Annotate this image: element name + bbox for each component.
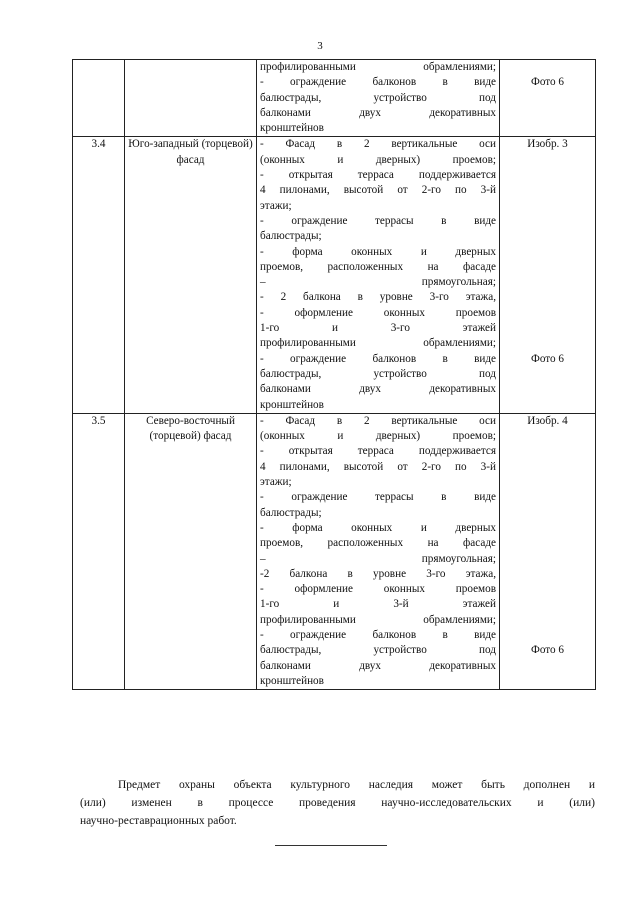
description-line: балюстрады, устройство под [260,367,496,380]
description-line: - ограждение балконов в виде [260,76,496,89]
description-line: - 2 балкона в уровне 3-го этажа, [260,291,496,304]
description-line: - оформление оконных проемов [260,583,496,596]
page-number: 3 [317,40,323,52]
description-line: профилированными обрамлениями; [260,613,496,626]
closing-line: научно-реставрационных работ. [80,815,237,827]
description-line: балконами двух декоративных [260,659,496,672]
description-line: - ограждение террасы в виде [260,214,496,227]
facade-description [257,137,500,413]
description-line: балюстрады, устройство под [260,91,496,104]
description-line: - ограждение балконов в виде [260,628,496,641]
facade-name [125,60,257,137]
description-line: профилированными обрамлениями; [260,337,496,350]
closing-paragraph [80,776,595,830]
end-divider [275,845,387,846]
description-line: -2 балкона в уровне 3-го этажа, [260,567,496,580]
description-line: этажи; [260,199,292,212]
description-line: балюстрады, устройство под [260,644,496,657]
photo-ref: Фото 6 [530,76,564,89]
description-line: 1-го и 3-й этажей [260,598,496,611]
item-number: 3.5 [73,413,125,689]
description-line: - открытая терраса поддерживается [260,445,496,458]
item-number: 3.4 [73,137,125,413]
photo-ref: Фото 6 [530,644,564,657]
table-row [73,60,596,137]
description-line: - оформление оконных проемов [260,306,496,319]
description-line: профилированными обрамлениями; [260,61,496,73]
description-line: кронштейнов [260,674,324,687]
description-line: кронштейнов [260,398,324,411]
description-line: - форма оконных и дверных [260,521,496,534]
description-line: балюстрады; [260,230,322,243]
illustration-reference [500,60,596,137]
description-line: 1-го и 3-го этажей [260,322,496,335]
photo-ref: Фото 6 [530,352,564,365]
closing-line: Предмет охраны объекта культурного наследия может быть дополнен и [118,779,595,791]
protection-subject-table [72,59,596,690]
facade-name: Северо-восточный (торцевой) фасад [125,413,257,689]
description-line: - открытая терраса поддерживается [260,169,496,182]
description-line: кронштейнов [260,122,324,135]
description-line: балконами двух декоративных [260,383,496,396]
description-line: - Фасад в 2 вертикальные оси [260,138,496,151]
item-number [73,60,125,137]
table-row [73,413,596,689]
image-ref: Изобр. 4 [527,414,568,427]
closing-line: (или) изменен в процессе проведения научно-исследовательских и (или) [80,797,595,809]
table-row [73,137,596,413]
description-line: - ограждение террасы в виде [260,491,496,504]
description-line: (оконных и дверных) проемов; [260,153,496,166]
illustration-reference [500,137,596,413]
description-line: – прямоугольная; [260,552,496,565]
facade-description [257,413,500,689]
description-line: 4 пилонами, высотой от 2-го по 3-й [260,460,496,473]
description-line: проемов, расположенных на фасаде [260,260,496,273]
facade-name: Юго-западный (торцевой) фасад [125,137,257,413]
description-line: 4 пилонами, высотой от 2-го по 3-й [260,184,496,197]
description-line: - форма оконных и дверных [260,245,496,258]
table-body [73,60,596,690]
description-line: - ограждение балконов в виде [260,352,496,365]
description-line: балюстрады; [260,506,322,519]
illustration-reference [500,413,596,689]
description-line: – прямоугольная; [260,276,496,289]
description-line: этажи; [260,476,292,489]
description-line: балконами двух декоративных [260,106,496,119]
description-line: - Фасад в 2 вертикальные оси [260,414,496,427]
image-ref: Изобр. 3 [527,138,568,151]
description-line: (оконных и дверных) проемов; [260,430,496,443]
facade-description [257,60,500,137]
description-line: проемов, расположенных на фасаде [260,537,496,550]
